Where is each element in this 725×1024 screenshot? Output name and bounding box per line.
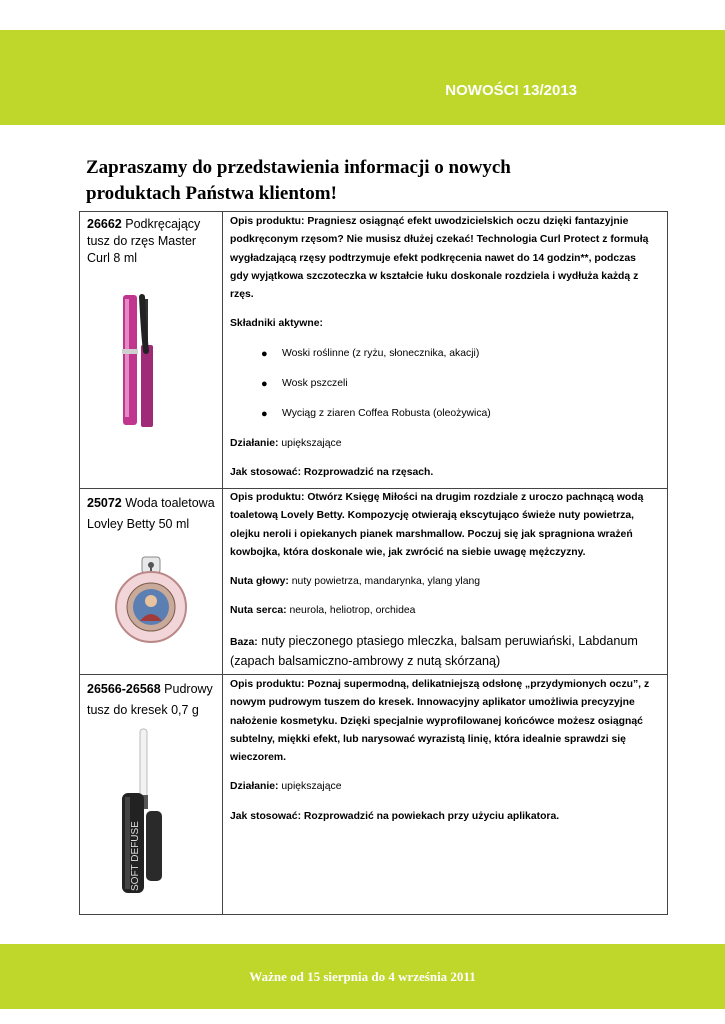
base-notes-line-2: (zapach balsamiczno-ambrowy z nutą skórzaną) xyxy=(230,653,501,668)
products-table xyxy=(79,211,668,915)
issue-title: NOWOŚCI 13/2013 xyxy=(445,82,577,99)
description-line: podkręconym rzęsom? Nie musisz dłużej czekać! Technologia Curl Protect z formułą xyxy=(230,234,649,246)
product-info-cell xyxy=(80,212,223,489)
product-details-cell xyxy=(223,489,668,675)
product-code: 26566-26568 xyxy=(87,682,161,696)
description-line: Opis produktu: Pragniesz osiągnąć efekt uwodzicielskich oczu dzięki fantazyjnie xyxy=(230,216,629,227)
product-code: 25072 xyxy=(87,496,122,510)
mascara-image xyxy=(80,267,222,447)
product-description xyxy=(223,675,667,826)
description-line: wygładzającą rzęsy podtrzymuje efekt podkręcenia nawet do 14 godzin**, podczas xyxy=(230,252,636,264)
product-row xyxy=(80,675,668,915)
product-name-line: Woda toaletowa xyxy=(125,496,215,510)
description-line: olejku neroli i opiekanych pianek marshmallow. Poczuj się jak spragniona wrażeń xyxy=(230,528,633,540)
product-name-line: tusz do kresek 0,7 g xyxy=(87,703,199,717)
description-line: Opis produktu: Poznaj supermodną, delikatniejszą odsłonę „przydymionych oczu”, z xyxy=(230,679,650,690)
product-code: 26662 xyxy=(87,217,122,231)
product-row xyxy=(80,212,668,489)
heart-notes: Nuta serca: neurola, heliotrop, orchidea xyxy=(230,605,416,617)
product-details-cell xyxy=(223,675,668,915)
ingredients-label: Składniki aktywne: xyxy=(230,318,323,330)
product-description xyxy=(223,212,667,482)
description-line: toaletową Lovely Betty. Kompozycję otwierają ekscytująco świeże nuty powietrza, xyxy=(230,510,635,522)
usage-line: Jak stosować: Rozprowadzić na rzęsach. xyxy=(230,467,434,479)
headline-line-2: produktach Państwa klientom! xyxy=(86,183,337,204)
product-name-line: tusz do rzęs Master xyxy=(87,234,197,248)
description-line: Opis produktu: Otwórz Księgę Miłości na drugim rozdziale z uroczo pachnącą wodą xyxy=(230,492,644,503)
headline-line-1: Zapraszamy do przedstawienia informacji o nowych xyxy=(86,157,511,178)
header-band xyxy=(0,30,725,125)
validity-text: Ważne od 15 sierpnia do 4 września 2011 xyxy=(249,969,476,984)
product-name xyxy=(80,489,222,535)
perfume-bottle-image xyxy=(80,535,222,655)
product-name-line: Curl 8 ml xyxy=(87,251,138,265)
base-notes: Baza: nuty pieczonego ptasiego mleczka, balsam peruwiański, Labdanum xyxy=(230,633,638,648)
product-name xyxy=(80,212,222,267)
product-name xyxy=(80,675,222,721)
description-line: nałożenie kosmetyku. Dzięki specjalnie wyprofilowanej końcówce możesz osiągnąć xyxy=(230,715,643,727)
list-item: ● Wosk pszczeli xyxy=(230,375,661,405)
product-name-line: Lovley Betty 50 ml xyxy=(87,517,190,531)
description-line: kowbojka, która doskonale wie, jak zwrócić na siebie uwagę mężczyzny. xyxy=(230,546,586,558)
bullet-icon: ● xyxy=(261,347,268,360)
footer-band xyxy=(0,944,725,1009)
description-line: gdy wyjątkowa szczoteczka w kształcie łuku doskonale rozdziela i wydłuża każdą z xyxy=(230,270,639,282)
action-line: Działanie: upiększające xyxy=(230,437,342,449)
description-line: nowym pudrowym tuszem do kresek. Innowacyjny aplikator umożliwia precyzyjne xyxy=(230,697,635,709)
list-item: ● Woski roślinne (z ryżu, słonecznika, akacji) xyxy=(230,345,661,375)
product-details-cell xyxy=(223,212,668,489)
description-line: subtelny, miękki efekt, lub narysować wyrazistą linię, która idealnie sprawdzi się xyxy=(230,733,626,745)
product-name-line: Pudrowy xyxy=(164,682,213,696)
eyeliner-image xyxy=(80,721,222,911)
action-line: Działanie: upiększające xyxy=(230,781,342,793)
top-notes: Nuta głowy: nuty powietrza, mandarynka, ylang ylang xyxy=(230,576,481,588)
description-line: wieczorem. xyxy=(230,752,287,764)
product-info-cell xyxy=(80,675,223,915)
usage-line: Jak stosować: Rozprowadzić na powiekach przy użyciu aplikatora. xyxy=(230,810,560,822)
product-row xyxy=(80,489,668,675)
bullet-icon: ● xyxy=(261,407,268,420)
eyeliner-label: SOFT DEFUSE xyxy=(130,821,141,891)
page-headline xyxy=(86,155,646,207)
description-line: rzęs. xyxy=(230,289,254,301)
bullet-icon: ● xyxy=(261,377,268,390)
product-info-cell xyxy=(80,489,223,675)
product-name-line: Podkręcający xyxy=(125,217,201,231)
product-description xyxy=(223,489,667,671)
list-item: ● Wyciąg z ziaren Coffea Robusta (oleożywica) xyxy=(230,405,661,435)
ingredients-list xyxy=(230,345,661,435)
